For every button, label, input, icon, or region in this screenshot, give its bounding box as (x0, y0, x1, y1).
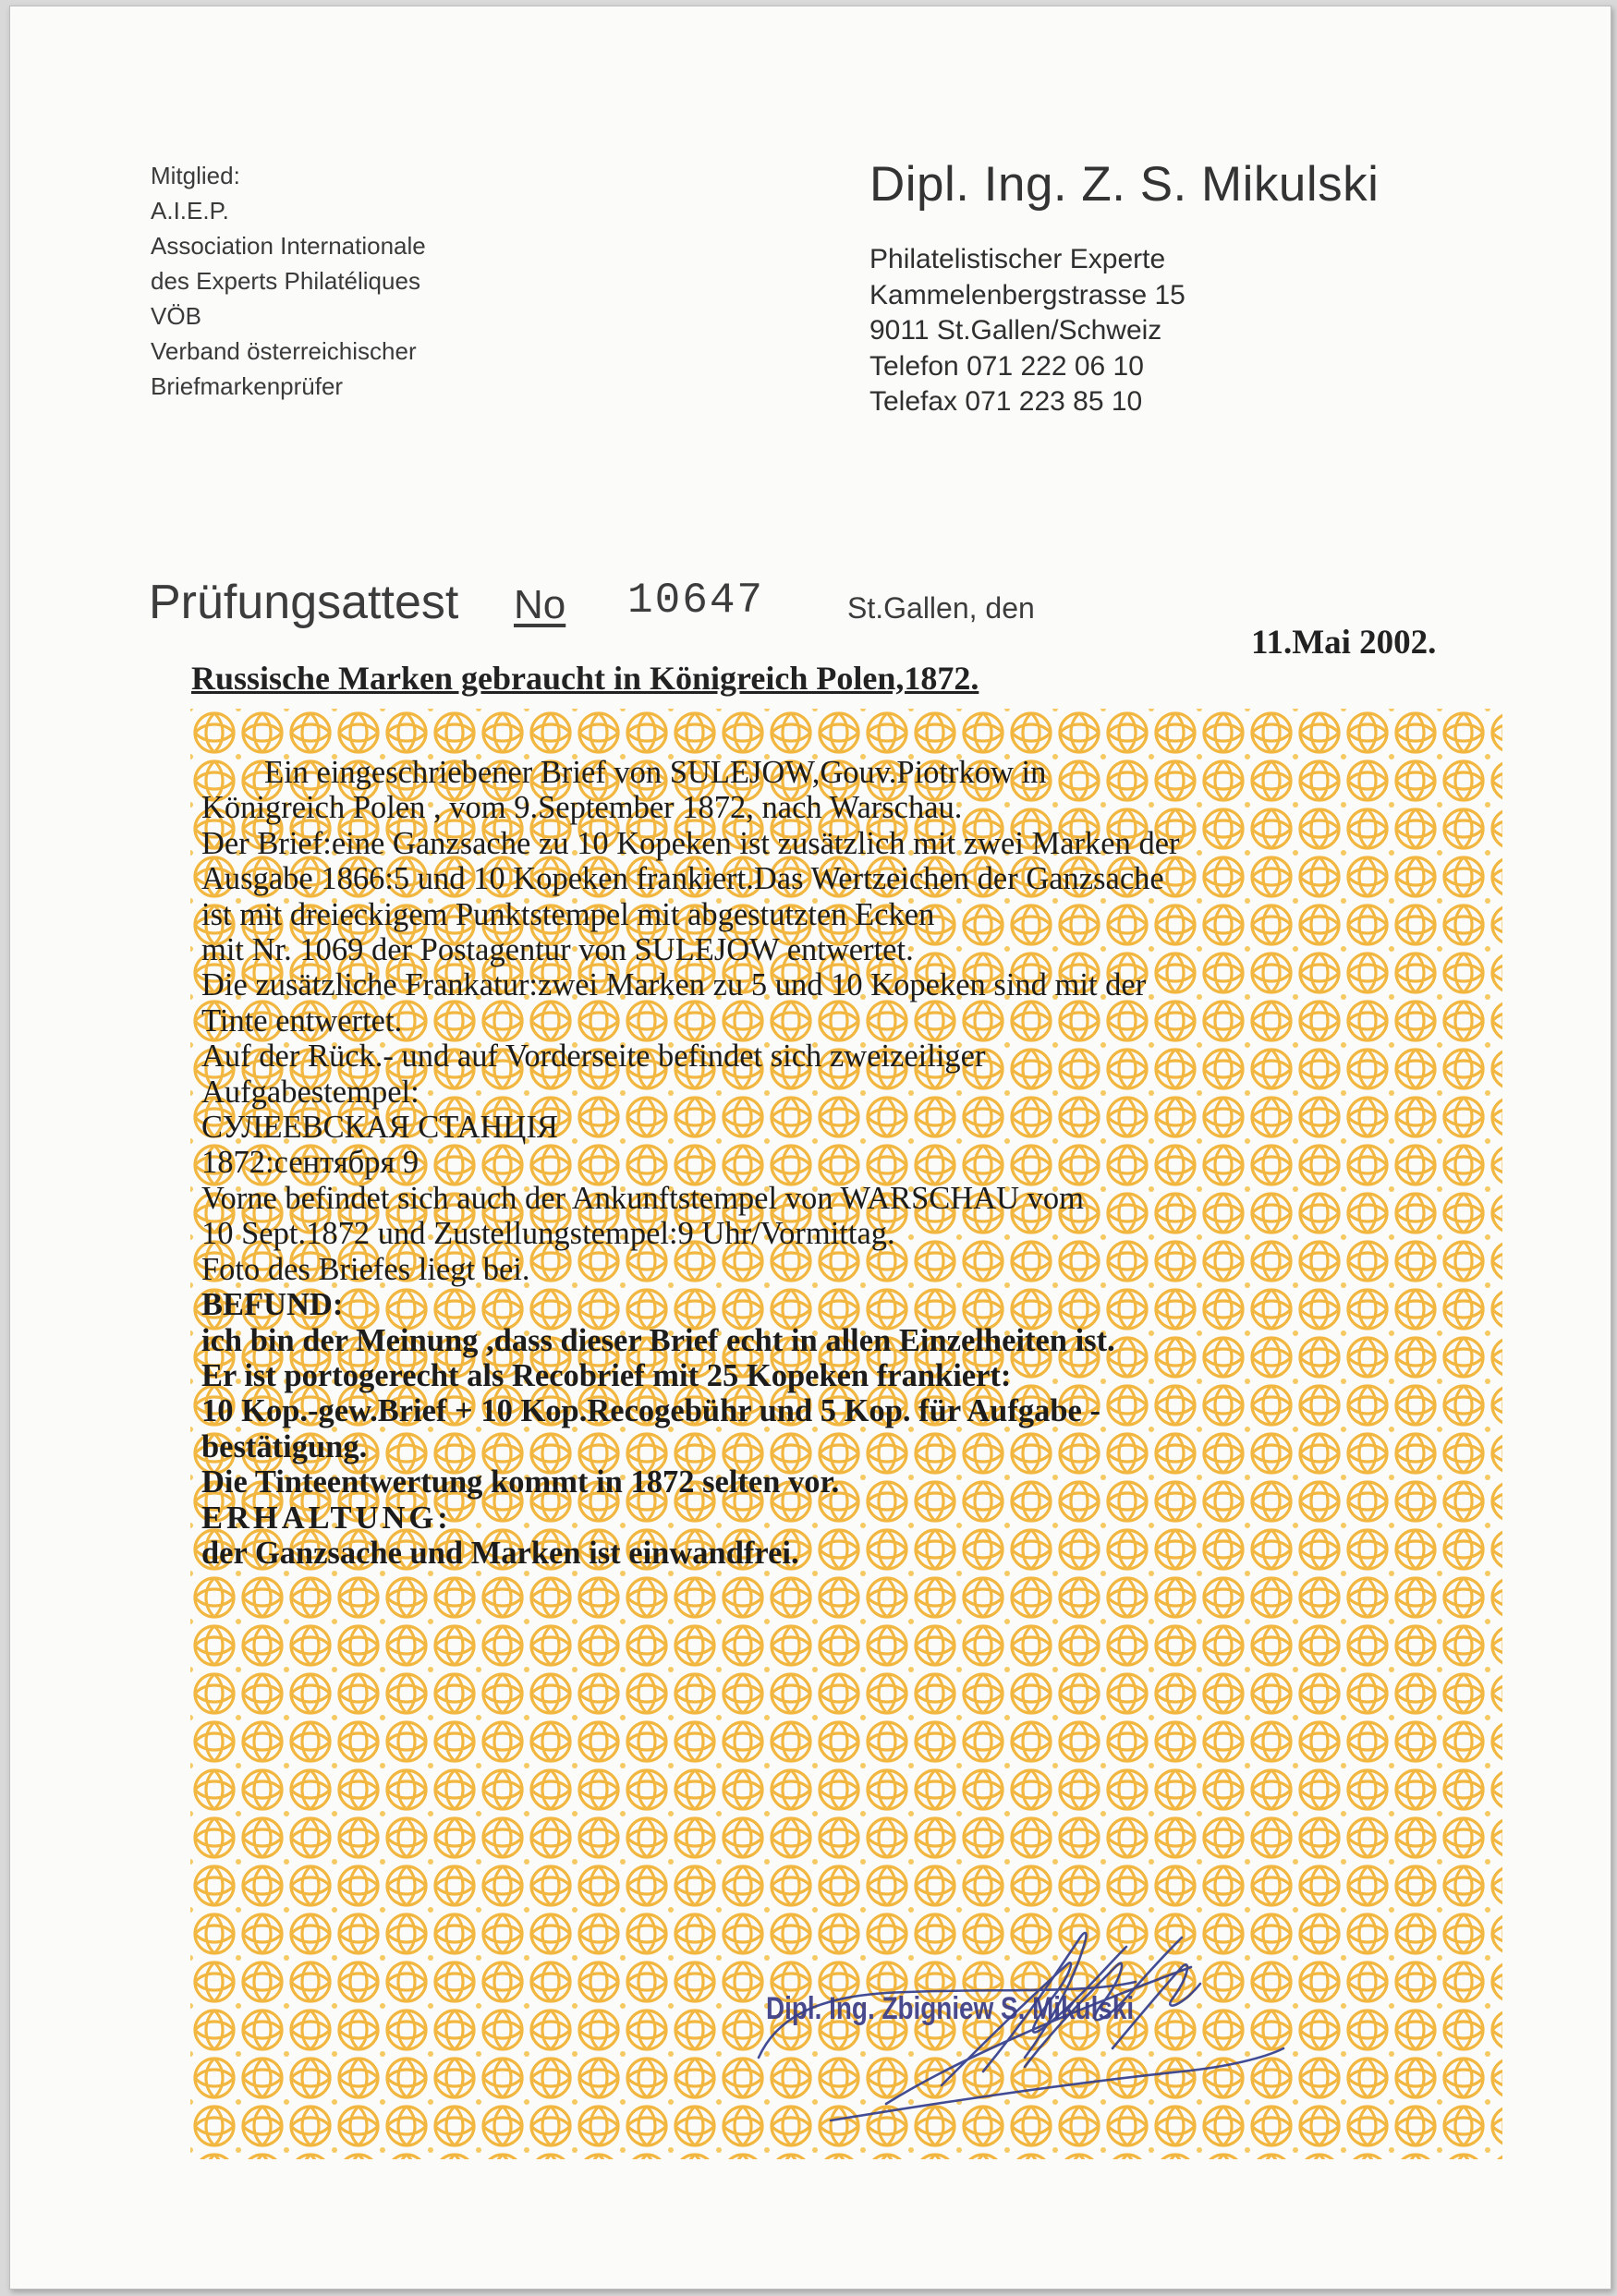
expert-name: Dipl. Ing. Z. S. Mikulski (869, 157, 1380, 212)
signature-stamp-text: Dipl. Ing. Zbigniew S. Mikulski (766, 1991, 1135, 2026)
certificate-subject: Russische Marken gebraucht in Königreich Polen,1872. (191, 660, 979, 697)
contact-line: Philatelistischer Experte (869, 244, 1166, 274)
body-line: Aufgabestempel: (201, 1074, 419, 1110)
membership-line: Association Internationale (151, 232, 426, 260)
certificate-sheet (9, 6, 1611, 2290)
contact-line: 9011 St.Gallen/Schweiz (869, 315, 1162, 346)
body-line: Ausgabe 1866:5 und 10 Kopeken frankiert.Das Wertzeichen der Ganzsache (201, 861, 1164, 897)
body-line: Ein eingeschriebener Brief von SULEJOW,Gouv.Piotrkow in (264, 755, 1047, 790)
body-line: СУЛЕЕВСКАЯ СТАНЦІЯ (201, 1110, 558, 1146)
body-line: ich bin der Meinung ,dass dieser Brief echt in allen Einzelheiten ist. (201, 1322, 1115, 1358)
body-line: 10 Sept.1872 und Zustellungstempel:9 Uhr/Vormittag. (201, 1216, 895, 1252)
body-line: der Ganzsache und Marken ist einwandfrei. (201, 1535, 799, 1571)
membership-line: Verband österreichischer (151, 337, 417, 365)
membership-line: Briefmarkenprüfer (151, 372, 344, 400)
certificate-title-row (10, 575, 1611, 662)
number-sign-label: No (514, 582, 566, 627)
contact-block (869, 242, 1185, 420)
number-sign (514, 582, 565, 628)
body-line: bestätigung. (201, 1428, 368, 1464)
body-line: Auf der Rück.- und auf Vorderseite befindet sich zweizeiliger (201, 1039, 986, 1075)
certificate-body (201, 755, 1495, 1571)
certificate-number: 10647 (627, 577, 765, 625)
certificate-date: 11.Mai 2002. (1251, 624, 1437, 662)
body-line: Foto des Briefes liegt bei. (201, 1251, 530, 1287)
body-line: Königreich Polen , vom 9.September 1872, nach Warschau. (201, 790, 963, 826)
body-line: ist mit dreieckigem Punktstempel mit abgestutzten Ecken (201, 896, 935, 932)
certificate-title: Prüfungsattest (149, 576, 459, 629)
contact-line: Telefon 071 222 06 10 (869, 350, 1144, 382)
body-line: Vorne befindet sich auch der Ankunftstempel von WARSCHAU vom (201, 1180, 1085, 1216)
body-line: Der Brief:eine Ganzsache zu 10 Kopeken ist zusätzlich mit zwei Marken der (201, 825, 1180, 861)
membership-line: Mitglied: (151, 162, 240, 189)
membership-line: des Experts Philatéliques (151, 267, 420, 295)
contact-line: Telefax 071 223 85 10 (869, 386, 1143, 417)
body-line: Tinte entwertet. (201, 1002, 403, 1039)
body-line: 10 Kop.-gew.Brief + 10 Kop.Recogebühr und 5 Kop. für Aufgabe - (201, 1393, 1100, 1429)
membership-line: A.I.E.P. (151, 197, 229, 225)
body-line: Die Tinteentwertung kommt in 1872 selten vor. (201, 1464, 840, 1500)
body-line: Die zusätzliche Frankatur:zwei Marken zu 5 und 10 Kopeken sind mit der (201, 967, 1147, 1003)
contact-line: Kammelenbergstrasse 15 (869, 279, 1185, 310)
body-line: mit Nr. 1069 der Postagentur von SULEJOW entwertet. (201, 932, 914, 968)
condition-heading: ERHALTUNG: (201, 1500, 452, 1536)
membership-line: VÖB (151, 302, 201, 330)
findings-heading: BEFUND: (201, 1287, 344, 1323)
body-line: 1872:сентября 9 (201, 1145, 419, 1181)
body-line: Er ist portogerecht als Recobrief mit 25 Kopeken frankiert: (201, 1357, 1012, 1393)
certificate-place: St.Gallen, den (847, 591, 1035, 625)
membership-block (151, 158, 426, 404)
